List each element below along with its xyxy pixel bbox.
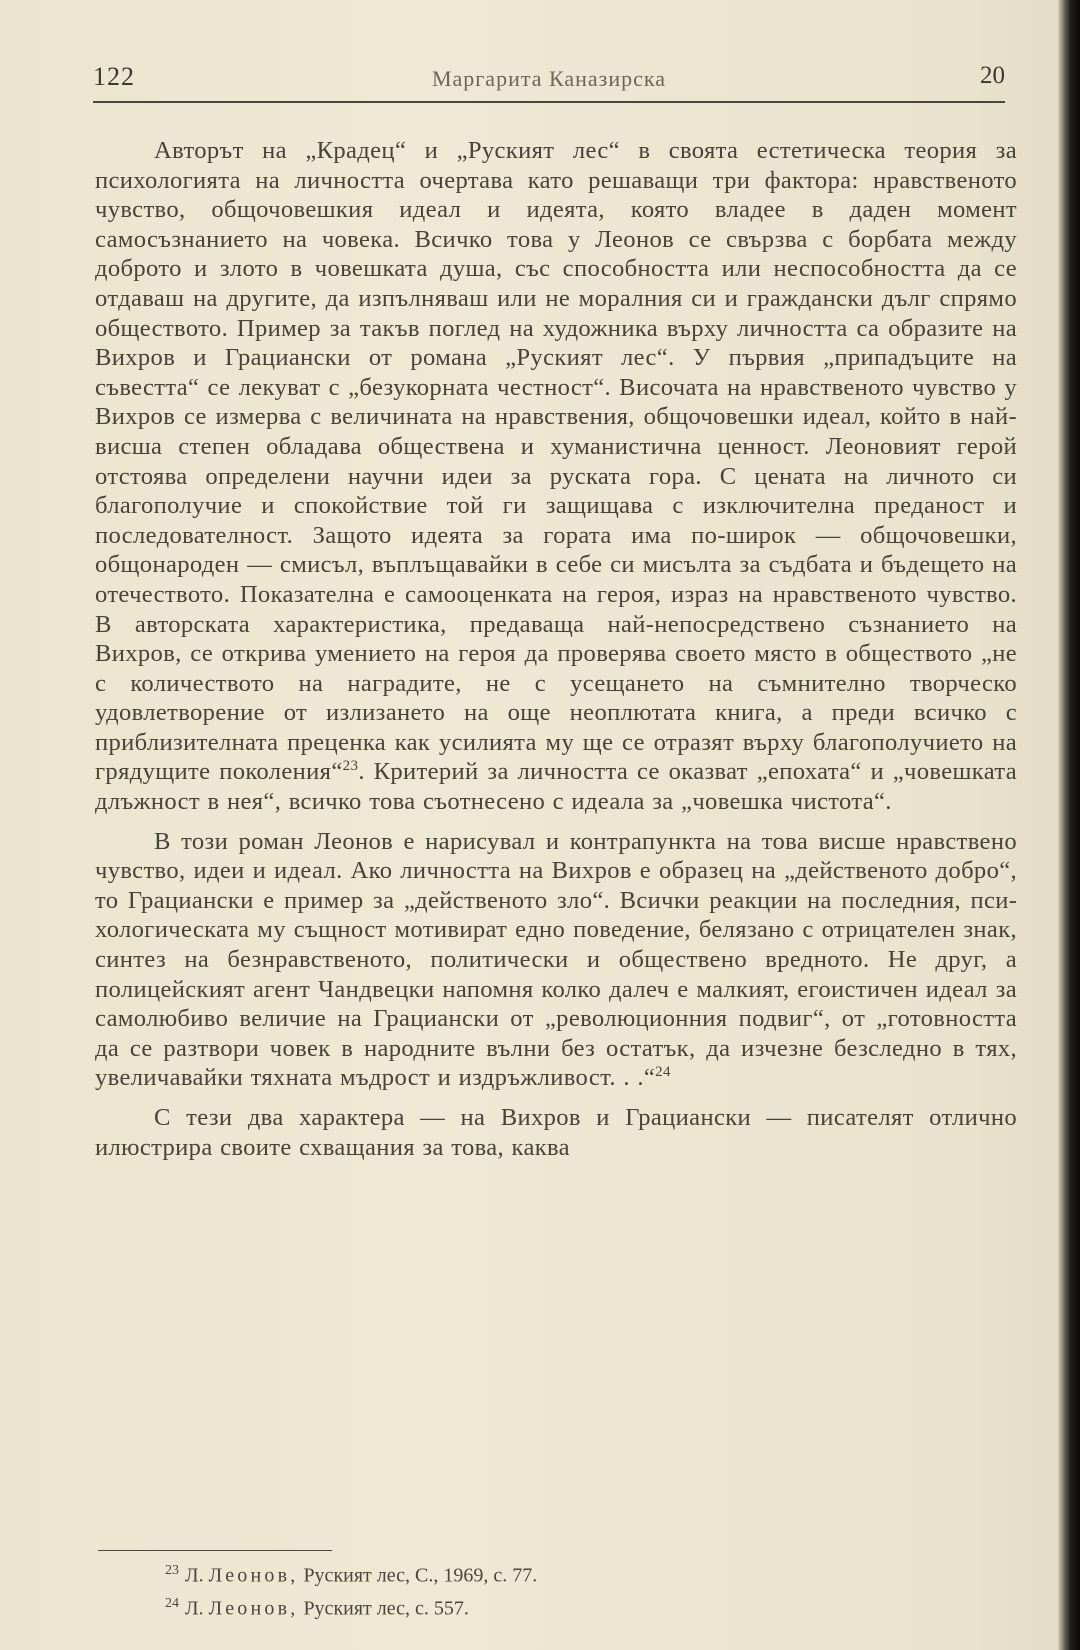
footnote-author-name: Леонов, bbox=[208, 1564, 299, 1587]
footnote-ref-23: 23 bbox=[342, 758, 359, 775]
main-text bbox=[95, 136, 1017, 1172]
footnote-ref-24: 24 bbox=[655, 1064, 671, 1081]
footnote-rule bbox=[98, 1550, 332, 1551]
footnote-citation: Руският лес, С., 1969, с. 77. bbox=[303, 1564, 538, 1587]
paragraph-1-text: Авторът на „Крадец“ и „Руският лес“ в своята естетическа теория за психологията на личността очертава като решаващи три фактора: нравственото чувство, общочовешкия идеал и идеята, която владее в даден момент самосъзнанието на човека. Всичко това у Леонов се свързва с борбата между доброто и злото в човешката душа, със способността или неспособността да се отдаваш на другите, да изпълняваш или не моралния си и граждански дълг спрямо обществото. Пример за такъв поглед на художника върху личността са образите на Вихров и Грациански от романа „Руският лес“. У първия „припадъците на съвестта“ се лекуват с „безукорната честност“. Височата на нравственото чувство у Вихров се измерва с величината на нравствения, общочовешки идеал, който в най-висша степен обладава обществена и хуманистична ценност. Леоновият герой отстоява определени научни идеи за руската гора. С цената на личното си благополучие и спокойствие той ги защищава с изключителна преданост и последователност. Защото идеята за гората има по-широк — общочовешки, общонароден — смисъл, въплъщавайки в себе си мисълта за съдбата и бъдещето на отечеството. Показателна е самооценката на героя, израз на нравственото чувство. В авторската характеристика, предаваща най-непосредствено съзнанието на Вихров, се открива умението на героя да проверява своето място в обществото „не с количеството на наградите, не с усещането на съмнително творческо удовлетворение от излизането на още неоплютата книга, а преди всичко с приблизителната преценка как усилията му ще се отразят върху благополучието на грядущите поколения“ bbox=[95, 137, 1017, 786]
paragraph-3-text: С тези два характера — на Вихров и Грациански — писателят отлично илюстрира своите схващания за това, каква bbox=[95, 1104, 1017, 1161]
footnote-author-initial: Л. bbox=[185, 1564, 204, 1587]
paragraph-3 bbox=[95, 1103, 1017, 1162]
footnote-author-initial: Л. bbox=[185, 1597, 204, 1620]
header-rule bbox=[93, 101, 1005, 103]
footnote-24 bbox=[165, 1590, 865, 1623]
footnote-author-name: Леонов, bbox=[208, 1597, 299, 1620]
page-header bbox=[93, 58, 1005, 98]
running-title: Маргарита Каназирска bbox=[431, 66, 667, 91]
footnote-number: 24 bbox=[165, 1595, 179, 1611]
paragraph-2-text: В този роман Леонов е нарисувал и контрапункта на това висше нравствено чувство, идеи и идеал. Ако личността на Вихров е образец на „действеното добро“, то Грациански е пример за „действеното зло“. Всички реакции на последния, психологическата му същност мотивират едно поведение, белязано с отрицателен знак, синтез на безнравственото, политически и обществено вредното. Не друг, а полицейският агент Чандвецки напомня колко далеч е малкият, егоистичен идеал за самолюбиво величие на Грациански от „революционния подвиг“, от „готовността да се разтвори човек в народните вълни без остатък, да изчезне безследно в тях, увеличавайки тяхната мъдрост и издръжливост. . .“ bbox=[95, 827, 1017, 1092]
footnote-citation: Руският лес, с. 557. bbox=[303, 1597, 469, 1620]
paragraph-1: Авторът на „Крадец“ и „Руският лес“ в своята естетическа теория за психологията на личността очертава като решаващи три фактора: нравственото чувство, общочовешкия идеал и идеята, която владее в даден момент самосъзнанието на човека. Всичко това у Леонов се свързва с борбата между доброто и злото в човешката душа, със способността или неспособността да се отдаваш на другите, да изпълняваш или не моралния си и граждански дълг спрямо обществото. Пример за такъв поглед на художника върху личността са образите на Вихров и Грациански от романа „Руският лес“. У първия „припадъците на съвестта“ се лекуват с „безукорната честност“. Височата на нравственото чувство у Вихров се измерва с величината на нравствения, общочовешки идеал, който в най-висша степен обладава обществена и хуманистична ценност. Леоновият герой отстоява определени научни идеи за руската гора. С цената на личното си благополучие и спокойствие той ги защищава с изключителна преданост и последователност. Защото идеята за гората има по-широк — общочовешки, общонароден — смисъл, въплъщавайки в себе си мисълта за съдбата и бъдещето на отечеството. Показателна е самооценката на героя, израз на нравственото чувство. В авторската характеристика, предаваща най-непосредствено съзнанието на Вихров, се открива умението на героя да проверява своето място в обществото „не с количеството на наградите, не с усещането на съмнително творческо удовлетворение от излизането на още неоплютата книга, а преди всичко с приблизителната преценка как усилията му ще се отразят върху благополучието на грядущите поколения“$^{23}$. Критерий за личността се оказват „епохата“ и „човешката длъжност в нея“, всичко това съотнесено с идеала за „човешка чистота“. bbox=[95, 137, 1017, 816]
footnote-23 bbox=[165, 1557, 865, 1590]
signature-mark: 20 bbox=[980, 62, 1005, 89]
page-number: 122 bbox=[93, 62, 135, 91]
binding-edge bbox=[1058, 0, 1080, 1650]
paragraph-1-continuation: Критерий за личността се оказват „епохата“ и „човешката длъжност в нея“, всичко това съотнесено с идеала за „човешка чистота“. bbox=[95, 758, 1017, 816]
footnote-number: 23 bbox=[165, 1563, 179, 1578]
footnotes bbox=[165, 1557, 865, 1622]
paragraph-2 bbox=[95, 827, 1017, 1093]
